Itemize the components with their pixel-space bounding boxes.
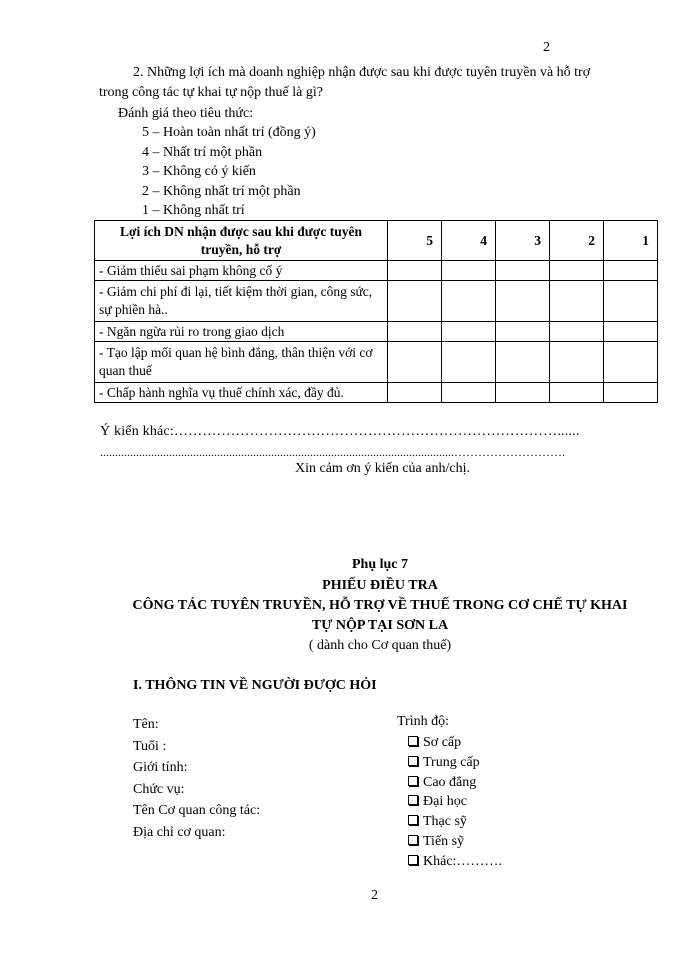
rating-cell[interactable] bbox=[442, 342, 496, 383]
rating-cell[interactable] bbox=[604, 342, 658, 383]
rating-cell[interactable] bbox=[604, 281, 658, 322]
scale-item: 5 – Hoàn toàn nhất trí (đồng ý) bbox=[142, 125, 316, 140]
table-header-row bbox=[95, 221, 658, 261]
field-position[interactable]: Chức vụ: bbox=[133, 781, 185, 797]
rating-cell[interactable] bbox=[496, 261, 550, 281]
rating-cell[interactable] bbox=[496, 322, 550, 342]
benefit-label: - Chấp hành nghĩa vụ thuế chính xác, đầy đủ. bbox=[95, 383, 388, 403]
checkbox-icon[interactable] bbox=[408, 855, 418, 865]
field-gender[interactable]: Giới tính: bbox=[133, 760, 188, 775]
appendix-label: Phụ lục 7 bbox=[351, 557, 408, 572]
form-title: PHIẾU ĐIỀU TRA bbox=[322, 578, 438, 593]
education-option[interactable] bbox=[408, 812, 502, 832]
form-heading-line2: TỰ NỘP TẠI SƠN LA bbox=[311, 618, 449, 633]
rating-cell[interactable] bbox=[388, 322, 442, 342]
rating-cell[interactable] bbox=[550, 342, 604, 383]
scale-item: 3 – Không có ý kiến bbox=[142, 164, 256, 179]
rating-cell[interactable] bbox=[550, 261, 604, 281]
table-row bbox=[95, 322, 658, 342]
question-text-line2: trong công tác tự khai tự nộp thuế là gì? bbox=[99, 85, 323, 100]
rating-cell[interactable] bbox=[388, 383, 442, 403]
page-number-top: 2 bbox=[543, 40, 550, 55]
rating-cell[interactable] bbox=[604, 322, 658, 342]
rating-cell[interactable] bbox=[388, 342, 442, 383]
checkbox-icon[interactable] bbox=[408, 815, 418, 825]
rating-cell[interactable] bbox=[388, 281, 442, 322]
rating-cell[interactable] bbox=[604, 383, 658, 403]
table-header-score: 1 bbox=[604, 221, 658, 261]
education-option[interactable] bbox=[408, 792, 502, 812]
field-age[interactable]: Tuổi : bbox=[133, 738, 167, 754]
thank-you-note: Xin cảm ơn ý kiến của anh/chị. bbox=[295, 461, 470, 476]
respondent-fields bbox=[133, 714, 260, 843]
education-option-label: Trung cấp bbox=[423, 754, 480, 770]
question-text-line1: 2. Những lợi ích mà doanh nghiệp nhận được sau khi được tuyên truyền và hỗ trợ bbox=[133, 65, 591, 80]
table-row bbox=[95, 281, 658, 322]
checkbox-icon[interactable] bbox=[408, 756, 418, 766]
field-agency-address[interactable]: Địa chỉ cơ quan: bbox=[133, 824, 226, 840]
education-option-label: Đại học bbox=[423, 794, 467, 810]
rating-cell[interactable] bbox=[388, 261, 442, 281]
scale-item: 2 – Không nhất trí một phần bbox=[142, 183, 301, 199]
section-title: I. THÔNG TIN VỀ NGƯỜI ĐƯỢC HỎI bbox=[133, 678, 377, 693]
rating-cell[interactable] bbox=[550, 322, 604, 342]
rating-cell[interactable] bbox=[496, 342, 550, 383]
rating-cell[interactable] bbox=[442, 322, 496, 342]
benefits-rating-table bbox=[94, 220, 658, 403]
rating-scale-list bbox=[142, 123, 316, 221]
scale-item: 1 – Không nhất trí bbox=[142, 203, 245, 218]
evaluation-label: Đánh giá theo tiêu thức: bbox=[118, 106, 254, 121]
education-label: Trình độ: bbox=[397, 714, 450, 729]
table-row bbox=[95, 261, 658, 281]
table-row bbox=[95, 383, 658, 403]
education-options bbox=[408, 733, 502, 872]
education-option-label: Tiến sỹ bbox=[423, 833, 465, 849]
rating-cell[interactable] bbox=[550, 281, 604, 322]
table-header-score: 2 bbox=[550, 221, 604, 261]
education-option[interactable] bbox=[408, 832, 502, 852]
rating-cell[interactable] bbox=[442, 281, 496, 322]
education-option[interactable] bbox=[408, 852, 502, 872]
education-option-label: Sơ cấp bbox=[423, 735, 462, 750]
education-option[interactable] bbox=[408, 773, 502, 793]
benefit-label: - Ngăn ngừa rủi ro trong giao dịch bbox=[95, 322, 388, 342]
rating-cell[interactable] bbox=[496, 383, 550, 403]
benefit-label: - Giảm thiểu sai phạm không cố ý bbox=[95, 261, 388, 281]
education-option-label: Khác:………. bbox=[423, 853, 502, 869]
field-name[interactable]: Tên: bbox=[133, 717, 159, 732]
field-agency-name[interactable]: Tên Cơ quan công tác: bbox=[133, 803, 261, 818]
table-header-score: 3 bbox=[496, 221, 550, 261]
benefit-label: - Giảm chi phí đi lại, tiết kiệm thời gian, công sức, sự phiền hà.. bbox=[95, 281, 388, 322]
other-opinion-dots-line[interactable]: ......................................................................................................................………………………. bbox=[100, 445, 565, 459]
rating-cell[interactable] bbox=[496, 281, 550, 322]
scale-item: 4 – Nhất trí một phần bbox=[142, 144, 263, 160]
checkbox-icon[interactable] bbox=[408, 776, 418, 786]
checkbox-icon[interactable] bbox=[408, 835, 418, 845]
table-row bbox=[95, 342, 658, 383]
rating-cell[interactable] bbox=[442, 383, 496, 403]
education-option-label: Thạc sỹ bbox=[423, 814, 467, 830]
page-number-bottom: 2 bbox=[371, 888, 378, 903]
form-subtitle: ( dành cho Cơ quan thuế) bbox=[308, 638, 452, 653]
benefit-label: - Tạo lập mối quan hệ bình đẳng, thân thiện với cơ quan thuế bbox=[95, 342, 388, 383]
rating-cell[interactable] bbox=[442, 261, 496, 281]
table-header-score: 5 bbox=[388, 221, 442, 261]
checkbox-icon[interactable] bbox=[408, 736, 418, 746]
table-header-benefit: Lợi ích DN nhận được sau khi được tuyên truyền, hỗ trợ bbox=[95, 221, 388, 261]
form-heading-line1: CÔNG TÁC TUYÊN TRUYỀN, HỖ TRỢ VỀ THUẾ TRONG CƠ CHẾ TỰ KHAI bbox=[132, 598, 628, 613]
education-option[interactable] bbox=[408, 753, 502, 773]
rating-cell[interactable] bbox=[550, 383, 604, 403]
table-header-score: 4 bbox=[442, 221, 496, 261]
education-option[interactable] bbox=[408, 733, 502, 753]
other-opinion-line[interactable]: Ý kiến khác:………………………………………………………………………...... bbox=[100, 424, 580, 439]
education-option-label: Cao đẳng bbox=[423, 774, 477, 790]
checkbox-icon[interactable] bbox=[408, 795, 418, 805]
rating-cell[interactable] bbox=[604, 261, 658, 281]
